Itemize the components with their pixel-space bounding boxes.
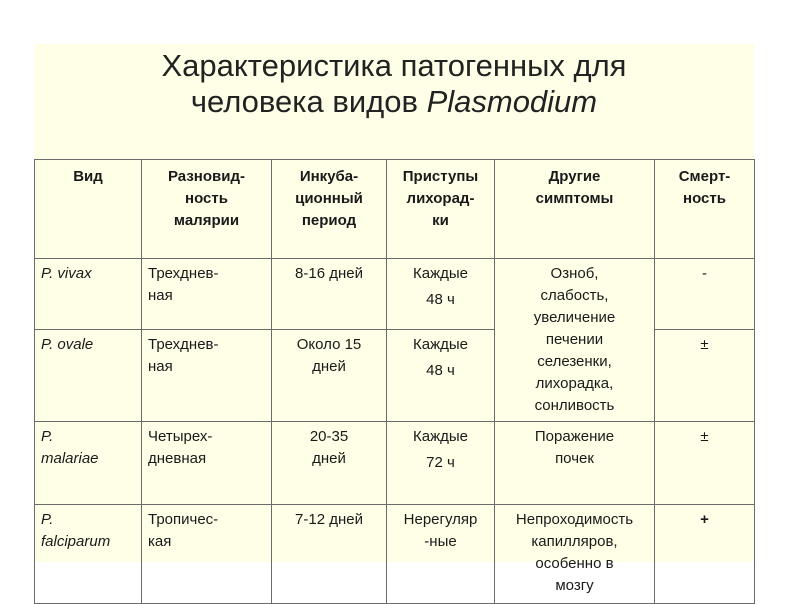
header-text: Смерт- (678, 168, 731, 185)
attacks-text: 72 ч (426, 454, 455, 471)
incubation-cell (272, 330, 387, 422)
species-name: malariae (41, 450, 99, 467)
symptoms-text: лихорадка, (535, 375, 614, 392)
header-text: ность (185, 190, 228, 207)
header-text: Приступы (402, 168, 479, 185)
attacks-cell (387, 330, 495, 422)
attacks-text: 48 ч (426, 362, 455, 380)
header-mortality (655, 160, 755, 259)
slide-title (34, 44, 754, 120)
symptoms-text: особенно в (535, 555, 614, 572)
header-incubation (272, 160, 387, 259)
table-row (35, 422, 755, 505)
attacks-text: Каждые (413, 428, 468, 445)
species-cell (35, 422, 142, 505)
header-text: Другие (548, 168, 601, 185)
header-text: период (301, 212, 357, 229)
variety-text: ная (148, 287, 173, 304)
symptoms-text: мозгу (555, 577, 594, 594)
species-name: P. (41, 428, 54, 445)
variety-text: Трехднев- (148, 336, 219, 354)
header-variety (142, 160, 272, 259)
symptoms-text: Непроходимость (515, 511, 634, 528)
variety-text: кая (148, 533, 172, 550)
incubation-cell (272, 259, 387, 330)
variety-cell (142, 505, 272, 604)
variety-text: ная (148, 358, 173, 376)
header-text: ционный (295, 190, 363, 207)
mortality-cell (655, 330, 755, 422)
header-text: симптомы (535, 190, 614, 207)
variety-cell (142, 330, 272, 422)
mortality-text: - (702, 265, 707, 282)
header-text: Инкуба- (299, 168, 359, 185)
symptoms-text: капилляров, (531, 533, 618, 550)
species-cell (35, 259, 142, 330)
mortality-text: ± (700, 428, 709, 445)
table-header-row (35, 160, 755, 259)
attacks-text: -ные (424, 533, 457, 550)
variety-text: дневная (148, 450, 207, 467)
variety-text: Четырех- (148, 428, 213, 445)
incubation-text: 20-35 (309, 428, 349, 445)
variety-cell (142, 422, 272, 505)
species-cell (35, 330, 142, 422)
table-row (35, 505, 755, 604)
variety-text: Трехднев- (148, 265, 219, 282)
plasmodium-table (34, 159, 755, 604)
symptoms-text: слабость, (540, 287, 609, 304)
attacks-cell (387, 259, 495, 330)
symptoms-text: Озноб, (550, 265, 599, 282)
header-text: лихорад- (406, 190, 475, 207)
header-text: малярии (173, 212, 240, 229)
mortality-cell (655, 422, 755, 505)
incubation-text: дней (312, 358, 346, 376)
symptoms-cell (495, 505, 655, 604)
symptoms-text: сонливость (534, 397, 615, 414)
header-symptoms (495, 160, 655, 259)
attacks-text: Каждые (413, 265, 468, 282)
incubation-cell (272, 422, 387, 505)
species-name: falciparum (41, 533, 111, 550)
mortality-cell (655, 259, 755, 330)
attacks-text: Нерегуляр (403, 511, 478, 528)
incubation-cell (272, 505, 387, 604)
incubation-text: 8-16 дней (295, 265, 363, 282)
header-species (35, 160, 142, 259)
symptoms-text: увеличение (533, 309, 616, 326)
header-attacks (387, 160, 495, 259)
title-line-2 (34, 84, 754, 120)
table-row (35, 259, 755, 330)
species-cell (35, 505, 142, 604)
slide (34, 44, 754, 594)
header-text: ность (683, 190, 726, 207)
variety-cell (142, 259, 272, 330)
header-text: Вид (73, 168, 103, 185)
attacks-text: 48 ч (426, 291, 455, 308)
title-line-1: Характеристика патогенных для (161, 48, 627, 83)
mortality-text: ± (700, 336, 709, 354)
species-name: P. (41, 511, 54, 528)
variety-text: Тропичес- (148, 511, 219, 528)
incubation-text: Около 15 (296, 336, 362, 354)
attacks-text: Каждые (413, 336, 468, 354)
symptoms-text: почек (555, 450, 594, 467)
attacks-cell (387, 422, 495, 505)
incubation-text: 7-12 дней (295, 511, 363, 528)
header-text: Разновид- (168, 168, 245, 185)
mortality-text: + (700, 511, 709, 528)
attacks-cell (387, 505, 495, 604)
mortality-cell (655, 505, 755, 604)
incubation-text: дней (312, 450, 346, 467)
title-genus: Plasmodium (426, 84, 598, 119)
symptoms-cell (495, 422, 655, 505)
species-name: P. vivax (41, 265, 92, 282)
symptoms-text: печении (545, 331, 604, 348)
symptoms-merged-cell (495, 259, 655, 422)
title-line-2-text: человека видов (190, 84, 427, 119)
symptoms-text: Поражение (534, 428, 615, 445)
header-text: ки (432, 212, 449, 229)
species-name: P. ovale (41, 336, 94, 354)
symptoms-text: селезенки, (537, 353, 612, 370)
